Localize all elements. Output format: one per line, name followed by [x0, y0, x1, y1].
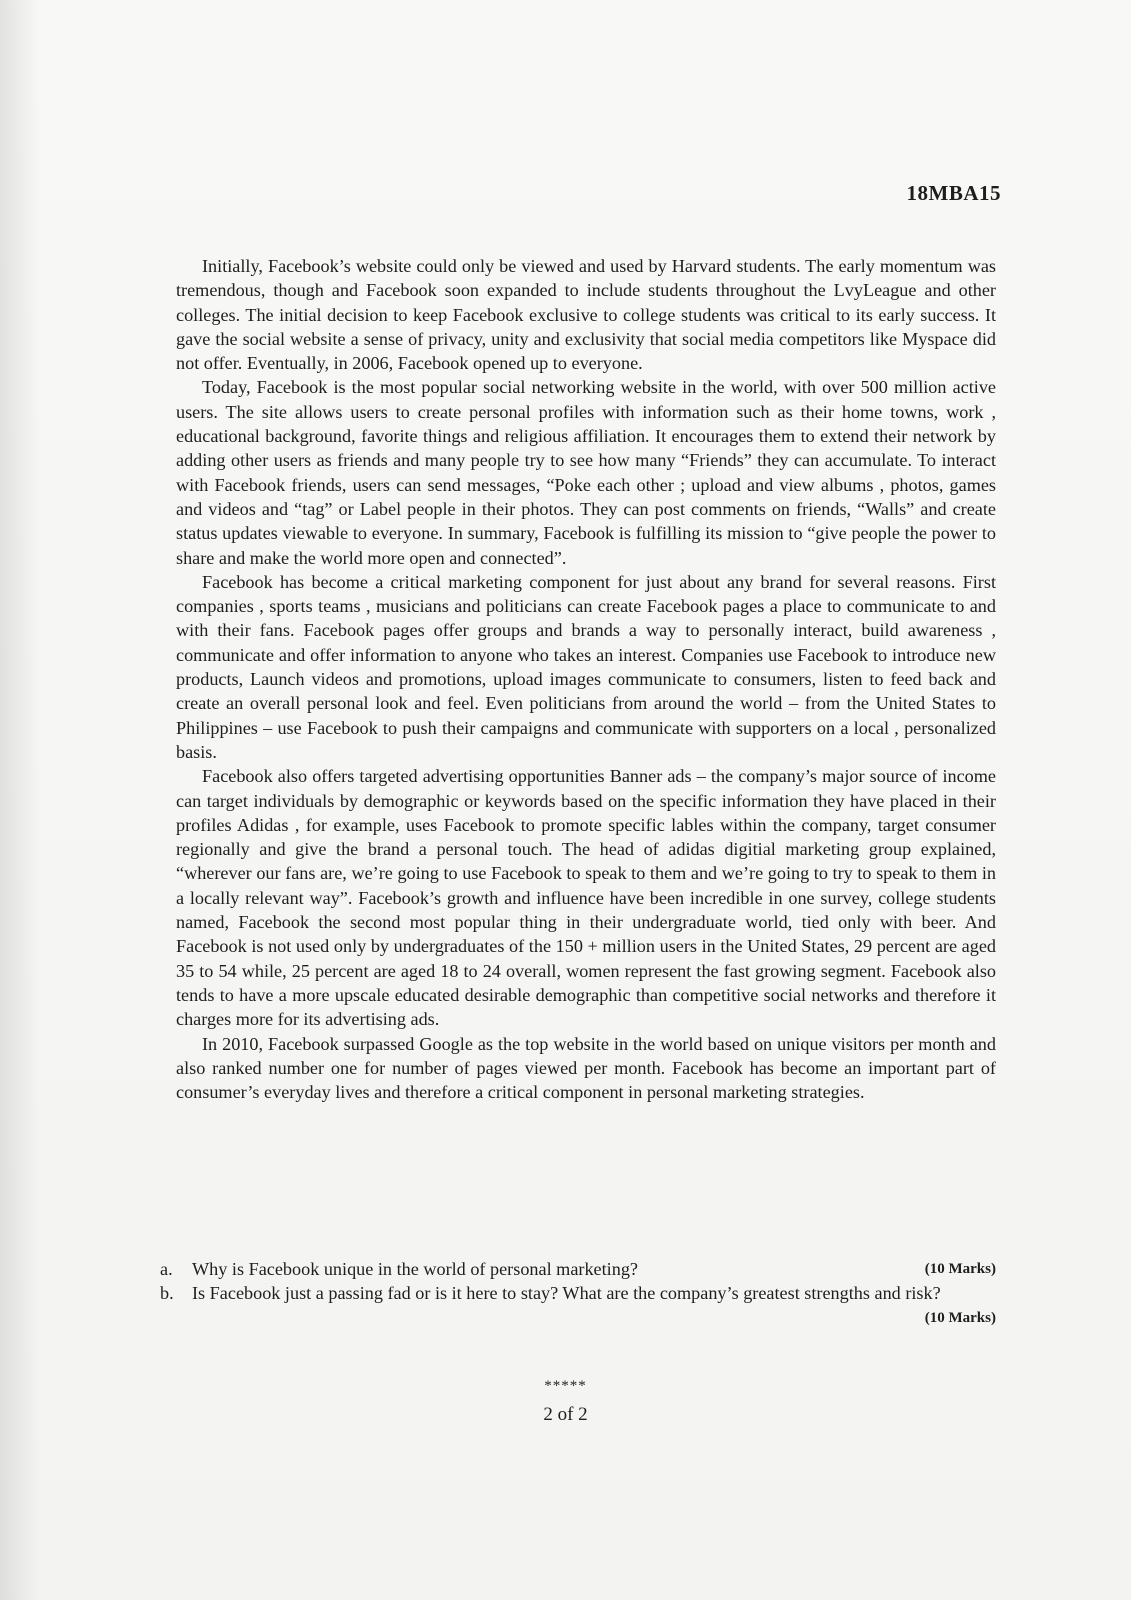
question-marks: (10 Marks) — [924, 1309, 996, 1326]
end-marker: ***** — [544, 1378, 587, 1394]
paragraph-4: Facebook also offers targeted advertising opportunities Banner ads – the company’s major source of income can target individuals by demographic or keywords based on the specific information they have placed in their profiles Adidas , for example, uses Facebook to promote specific lables within the company, target consumer regionally and give the brand a personal touch. The head of adidas digitial marketing group explained, “wherever our fans are, we’re going to use Facebook to speak to them and we’re going to try to speak to them in a locally relevant way”. Facebook’s growth and influence have been incredible in one survey, college students named, Facebook the second most popular thing in their undergraduate world, tied only with beer. And Facebook is not used only by undergraduates of the 150 + million users in the United States, 29 percent are aged 35 to 54 while, 25 percent are aged 18 to 24 overall, women represent the fast growing segment. Facebook also tends to have a more upscale educated desirable demographic than competitive social networks and therefore it charges more for its advertising ads. — [176, 766, 996, 1030]
question-text: Is Facebook just a passing fad or is it here to stay? What are the company’s greatest strengths and risk? — [192, 1283, 941, 1304]
paragraph-2: Today, Facebook is the most popular social networking website in the world, with over 500 million active users. The site allows users to create personal profiles with information such as their home towns, work , educational background, favorite things and religious affiliation. It encourages them to extend their network by adding other users as friends and many people try to see how many “Friends” they can accumulate. To interact with Facebook friends, users can send messages, “Poke each other ; upload and view albums , photos, games and videos and “tag” or Label people in their photos. They can post comments on friends, “Walls” and create status updates viewable to everyone. In summary, Facebook is fulfilling its mission to “give people the power to share and make the world more open and connected”. — [176, 377, 996, 568]
question-marks: (10 Marks) — [924, 1261, 996, 1277]
case-study-text — [176, 254, 996, 1104]
paragraph-3: Facebook has become a critical marketing component for just about any brand for several reasons. First companies , sports teams , musicians and politicians can create Facebook pages a place to communicate to and with their fans. Facebook pages offer groups and brands a way to personally interact, build awareness , communicate and offer information to anyone who takes an interest. Companies use Facebook to introduce new products, Launch videos and promotions, upload images communicate to consumers, listen to feed back and create an overall personal look and feel. Even politicians from around the world – from the United States to Philippines – use Facebook to push their campaigns and communicate with supporters on a local , personalized basis. — [176, 571, 996, 762]
paragraph-5: In 2010, Facebook surpassed Google as the top website in the world based on unique visitors per month and also ranked number one for number of pages viewed per month. Facebook has become an important part of consumer’s everyday lives and therefore a critical component in personal marketing strategies. — [176, 1033, 996, 1103]
page-number: 2 of 2 — [543, 1404, 588, 1425]
paragraph-1: Initially, Facebook’s website could only be viewed and used by Harvard students. The early momentum was tremendous, though and Facebook soon expanded to include students throughout the LvyLeague and other colleges. The initial decision to keep Facebook exclusive to college students was critical to its early success. It gave the social website a sense of privacy, unity and exclusivity that social media competitors like Myspace did not offer. Eventually, in 2006, Facebook opened up to everyone. — [176, 256, 996, 374]
question-a — [160, 1257, 996, 1281]
question-list — [160, 1257, 996, 1330]
question-letter: a. — [160, 1259, 173, 1279]
question-text: Why is Facebook unique in the world of personal marketing? — [192, 1259, 638, 1279]
course-code: 18MBA15 — [906, 181, 1001, 205]
question-letter: b. — [160, 1283, 174, 1304]
scan-edge-shadow — [0, 0, 40, 1600]
question-b — [160, 1281, 996, 1330]
